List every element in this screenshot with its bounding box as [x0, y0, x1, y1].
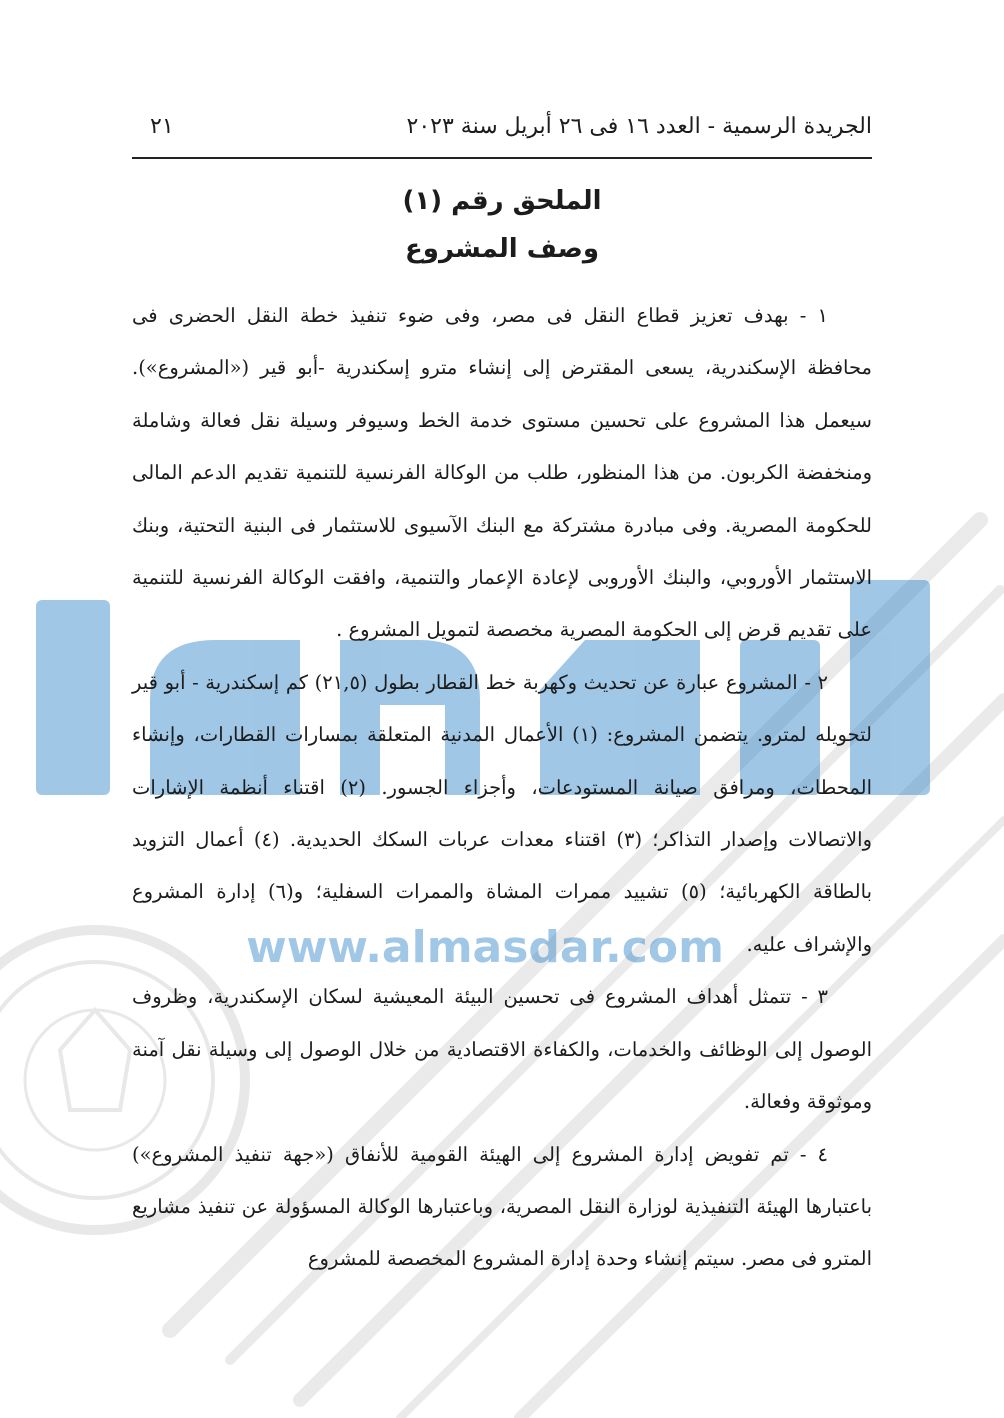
page-header — [132, 108, 872, 154]
paragraph-3-text: ٣ - تتمثل أهداف المشروع فى تحسين البيئة المعيشية لسكان الإسكندرية، وظروف الوصول إلى الوظائف والخدمات، والكفاءة الاقتصادية من خلال الوصول إلى وسيلة نقل آمنة وموثوقة وفعالة. — [132, 985, 872, 1114]
page-number: ٢١ — [150, 114, 174, 139]
annex-subtitle: وصف المشروع — [405, 234, 599, 264]
watermark-url: www.almasdar.com — [246, 922, 724, 973]
paragraph-1 — [132, 290, 872, 657]
document-body — [132, 290, 872, 1286]
header-divider — [132, 157, 872, 159]
paragraph-2-text: ٢ - المشروع عبارة عن تحديث وكهربة خط القطار بطول (٢١,٥) كم إسكندرية - أبو قير لتحويله لمترو. يتضمن المشروع: (١) الأعمال المدنية المتعلقة بمسارات القطارات، وإنشاء المحطات، ومرافق صيانة المستودعات، وأجزاء الجسور. (٢) اقتناء أنظمة الإشارات والاتصالات وإصدار التذاكر؛ (٣) اقتناء معدات عربات السكك الحديدية. (٤) أعمال التزويد بالطاقة الكهربائية؛ (٥) تشييد ممرات المشاة والممرات السفلية؛ و(٦) إدارة المشروع والإشراف عليه. — [132, 670, 872, 956]
paragraph-4 — [132, 1129, 872, 1286]
paragraph-2 — [132, 657, 872, 971]
paragraph-1-text: ١ - بهدف تعزيز قطاع النقل فى مصر، وفى ضوء تنفيذ خطة النقل الحضرى فى محافظة الإسكندرية، يسعى المقترض إلى إنشاء مترو إسكندرية -أبو قير («المشروع»). سيعمل هذا المشروع على تحسين مستوى خدمة الخط وسيوفر وسيلة نقل فعالة وشاملة ومنخفضة الكربون. من هذا المنظور، طلب من الوكالة الفرنسية للتنمية تقديم الدعم المالى للحكومة المصرية. وفى مبادرة مشتركة مع البنك الآسيوى للاستثمار فى البنية التحتية، وبنك الاستثمار الأوروبي، والبنك الأوروبى لإعادة الإعمار والتنمية، وافقت الوكالة الفرنسية للتنمية على تقديم قرض إلى الحكومة المصرية مخصصة لتمويل المشروع . — [132, 304, 872, 642]
paragraph-3 — [132, 971, 872, 1128]
paragraph-4-text: ٤ - تم تفويض إدارة المشروع إلى الهيئة القومية للأنفاق («جهة تنفيذ المشروع») باعتبارها الهيئة التنفيذية لوزارة النقل المصرية، وباعتبارها الوكالة المسؤولة عن تنفيذ مشاريع المترو فى مصر. سيتم إنشاء وحدة إدارة المشروع المخصصة للمشروع — [132, 1142, 872, 1271]
header-title: الجريدة الرسمية - العدد ١٦ فى ٢٦ أبريل سنة ٢٠٢٣ — [406, 114, 872, 139]
annex-title: الملحق رقم (١) — [402, 186, 602, 216]
